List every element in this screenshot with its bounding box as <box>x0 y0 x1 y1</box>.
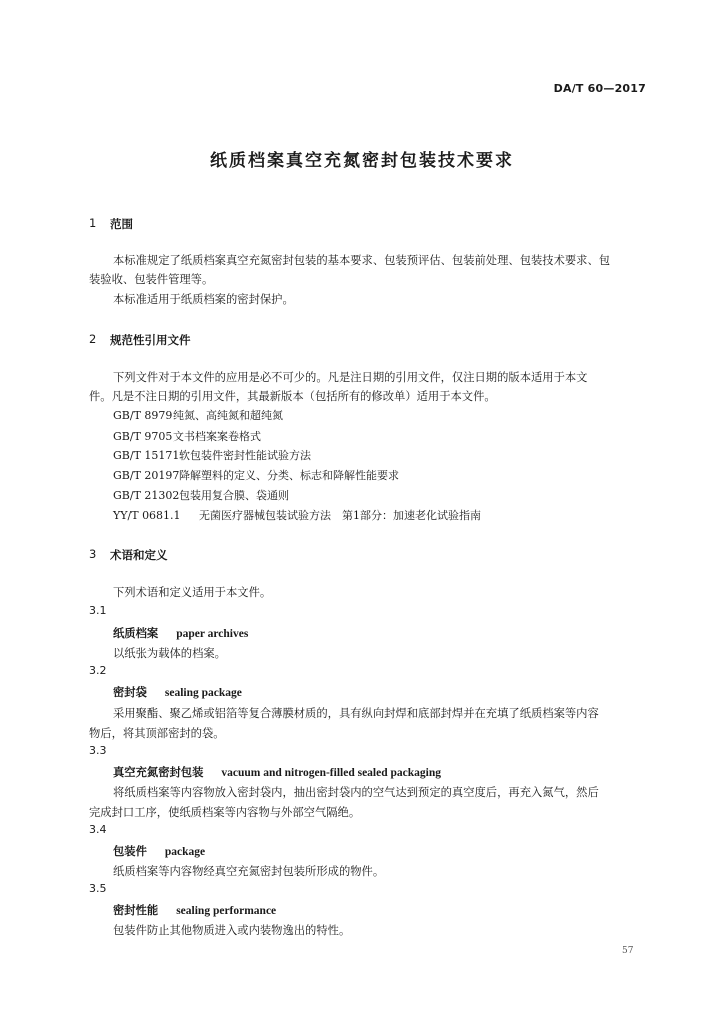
definition-line: 将纸质档案等内容物放入密封袋内，抽出密封袋内的空气达到预定的真空度后，再充入氮气，然后 <box>113 786 599 799</box>
clause-number: 3.3 <box>89 744 107 757</box>
definition-line: 以纸张为载体的档案。 <box>113 647 226 660</box>
definition-line: 纸质档案等内容物经真空充氮密封包装所形成的物件。 <box>113 865 385 878</box>
section-title: 规范性引用文件 <box>110 333 191 347</box>
term-entry <box>113 843 205 859</box>
reference-code: GB/T 8979 <box>113 409 173 422</box>
definition-line: 包装件防止其他物质进入或内装物逸出的特性。 <box>113 924 351 937</box>
reference-item <box>113 446 311 465</box>
section-title: 术语和定义 <box>110 548 168 562</box>
section-heading-scope <box>89 216 389 232</box>
paragraph-line: 件。凡是不注日期的引用文件，其最新版本（包括所有的修改单）适用于本文件。 <box>89 390 496 403</box>
section-heading-terms <box>89 547 389 563</box>
definition-line: 物后，将其顶部密封的袋。 <box>89 727 225 740</box>
definition-line: 采用聚酯、聚乙烯或铝箔等复合薄膜材质的，具有纵向封焊和底部封焊并在充填了纸质档案等内容 <box>113 707 599 720</box>
reference-code: GB/T 9705 <box>113 430 173 443</box>
clause-number: 3.5 <box>89 882 107 895</box>
definition-line: 完成封口工序，使纸质档案等内容物与外部空气隔绝。 <box>89 806 361 819</box>
section-heading-normative-references <box>89 332 389 348</box>
term-zh: 包装件 <box>113 845 147 858</box>
clause-number: 3.4 <box>89 823 107 836</box>
term-entry <box>113 764 441 780</box>
term-en: sealing performance <box>176 905 277 917</box>
section-number: 2 <box>89 332 97 346</box>
term-en: package <box>164 846 206 858</box>
term-entry <box>113 625 248 641</box>
reference-item <box>113 506 481 525</box>
reference-title: 包装用复合膜、袋通则 <box>179 489 289 502</box>
reference-code: GB/T 20197 <box>113 469 180 482</box>
reference-code: GB/T 21302 <box>113 489 180 502</box>
reference-code: GB/T 15171 <box>113 449 180 462</box>
reference-code: YY/T 0681.1 <box>113 509 181 522</box>
reference-title: 无菌医疗器械包装试验方法 第1部分：加速老化试验指南 <box>199 509 481 522</box>
term-zh: 密封袋 <box>113 686 147 699</box>
section-title: 范围 <box>110 217 133 231</box>
reference-title: 软包装件密封性能试验方法 <box>179 449 311 462</box>
paragraph-line: 本标准规定了纸质档案真空充氮密封包装的基本要求、包装预评估、包装前处理、包装技术要求、包 <box>113 254 611 267</box>
page-number: 57 <box>622 946 634 956</box>
reference-item <box>113 427 261 446</box>
clause-number: 3.1 <box>89 604 107 617</box>
section-number: 1 <box>89 216 97 230</box>
reference-item <box>113 406 283 425</box>
paragraph-line: 本标准适用于纸质档案的密封保护。 <box>113 293 294 306</box>
term-entry <box>113 684 242 700</box>
term-entry <box>113 902 276 918</box>
reference-title: 文书档案案卷格式 <box>173 430 261 443</box>
paragraph-line: 装验收、包装件管理等。 <box>89 273 214 286</box>
section-number: 3 <box>89 547 97 561</box>
term-en: paper archives <box>176 628 249 640</box>
term-en: vacuum and nitrogen-filled sealed packaging <box>221 767 441 779</box>
term-zh: 密封性能 <box>113 904 159 917</box>
term-zh: 真空充氮密封包装 <box>113 766 204 779</box>
reference-title: 降解塑料的定义、分类、标志和降解性能要求 <box>179 469 399 482</box>
term-zh: 纸质档案 <box>113 627 159 640</box>
document-title: 纸质档案真空充氮密封包装技术要求 <box>210 151 514 171</box>
reference-item <box>113 466 399 485</box>
term-en: sealing package <box>164 687 242 699</box>
paragraph-line: 下列文件对于本文件的应用是必不可少的。凡是注日期的引用文件，仅注日期的版本适用于本文 <box>113 371 588 384</box>
reference-title: 纯氮、高纯氮和超纯氮 <box>173 409 283 422</box>
standard-number: DA/T 60—2017 <box>553 82 646 95</box>
paragraph-line: 下列术语和定义适用于本文件。 <box>113 586 272 599</box>
reference-item <box>113 486 289 505</box>
clause-number: 3.2 <box>89 664 107 677</box>
